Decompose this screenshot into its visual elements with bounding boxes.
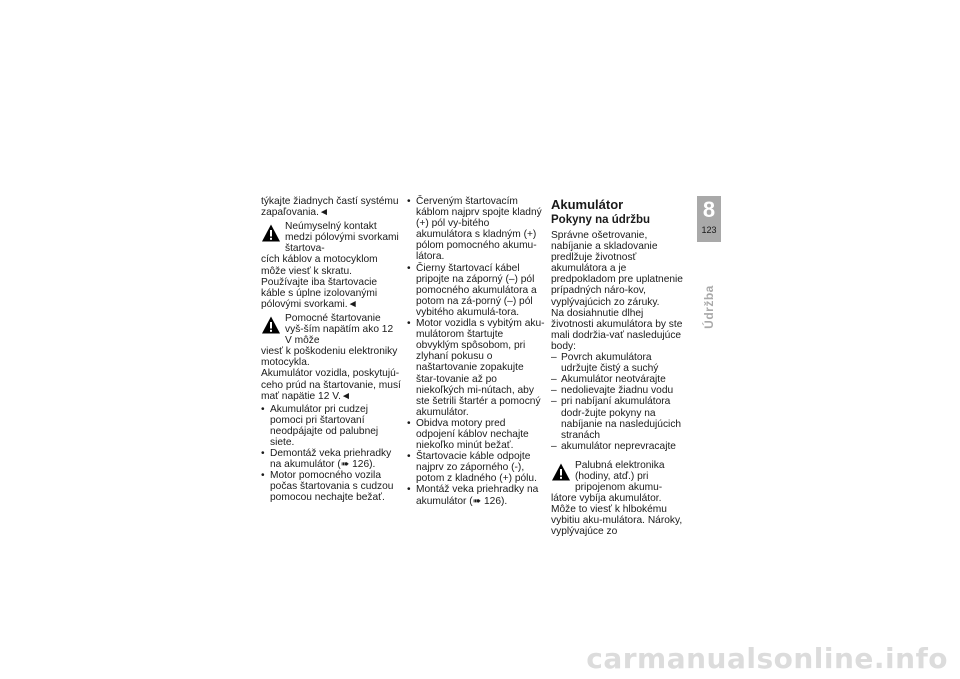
- warning-text: Pomocné štartovanie vyš-ším napätím ako 12 V môže: [285, 312, 394, 347]
- list-item: – Povrch akumulátora udržujte čistý a suchý: [551, 352, 687, 374]
- text-column-2: [407, 196, 545, 507]
- warning-block: [551, 460, 687, 538]
- bullet-list: [261, 404, 401, 504]
- list-item: – nedolievajte žiadnu vodu: [551, 385, 687, 396]
- warning-triangle-icon: [261, 223, 281, 243]
- chapter-title-vertical: [700, 282, 718, 332]
- list-item: • Červeným štartovacím káblom najprv spojte kladný (+) pól vy-bitého akumulátora s kladným (+) pólom pomocného akumu-látora.: [407, 196, 545, 263]
- list-item: • Štartovacie káble odpojte najprv zo záporného (-), potom z kladného (+) pólu.: [407, 451, 545, 484]
- chapter-number: 8: [702, 197, 716, 222]
- warning-block: [261, 313, 401, 368]
- warning-text-continued: látore vybíja akumulátor. Môže to viesť k hlbokému vybitiu aku-mulátora. Nároky, vyplývajúce zo: [551, 493, 683, 538]
- list-item: • Motor pomocného vozila počas štartovania s cudzou pomocou nechajte bežať.: [261, 470, 401, 503]
- page-number: 123: [701, 225, 717, 235]
- warning-block: [261, 221, 401, 276]
- paragraph: Akumulátor vozidla, poskytujú-ceho prúd na štartovanie, musí mať napätie 12 V.◄: [261, 368, 401, 402]
- text-column-1: [261, 196, 401, 504]
- list-item: • Montáž veka priehradky na akumulátor (➠ 126).: [407, 484, 545, 506]
- section-heading: Akumulátor: [551, 197, 624, 212]
- chapter-tab: [697, 196, 721, 242]
- list-item: • Akumulátor pri cudzej pomoci pri štartovaní neodpájajte od palubnej siete.: [261, 404, 401, 448]
- list-item: – Akumulátor neotvárajte: [551, 374, 687, 385]
- paragraph: Používajte iba štartovacie káble s úplne izolovanými pólovými svorkami.◄: [261, 276, 378, 310]
- list-item: – akumulátor neprevracajte: [551, 441, 687, 452]
- list-item: – pri nabíjaní akumulátora dodr-žujte pokyny na nabíjanie na nasledujúcich stranách: [551, 396, 687, 440]
- list-item: • Motor vozidla s vybitým aku-mulátorom štartujte obvyklým spôsobom, pri zlyhaní pokusu o naštartovanie zopakujte štar-tovanie až po niekoľkých mi-nútach, aby ste šetrili štartér a pomocný akumulátor.: [407, 318, 545, 418]
- warning-text: Neúmyselný kontakt medzi pólovými svorkami štartova-: [285, 221, 399, 255]
- bullet-list: [407, 196, 545, 507]
- chapter-title: Údržba: [702, 285, 716, 329]
- list-item: • Čierny štartovací kábel pripojte na záporný (–) pól pomocného akumulátora a potom na zá-porný (–) pól vybitého akumulá-tora.: [407, 263, 545, 318]
- watermark: carmanualsonline.info: [586, 642, 948, 675]
- list-item: • Obidva motory pred odpojení káblov nechajte niekoľko minút bežať.: [407, 418, 545, 451]
- warning-text-continued: viesť k poškodeniu elektroniky motocykla.: [261, 346, 398, 369]
- list-item: • Demontáž veka priehradky na akumulátor (➠ 126).: [261, 448, 401, 470]
- warning-text: Palubná elektronika (hodiny, atď.) pri pripojenom akumu-: [575, 459, 665, 494]
- paragraph: týkajte žiadnych častí systému zapaľovania.◄: [261, 196, 399, 219]
- warning-text-continued: cích káblov a motocyklom môže viesť k skratu.: [261, 254, 378, 277]
- subsection-heading: Pokyny na údržbu: [551, 214, 651, 226]
- dash-list: [551, 352, 687, 452]
- warning-triangle-icon: [261, 315, 281, 335]
- warning-triangle-icon: [551, 462, 571, 482]
- paragraph: Na dosiahnutie dlhej životnosti akumulátora by ste mali dodržia-vať nasledujúce body:: [551, 307, 683, 352]
- text-column-3: [551, 197, 687, 538]
- paragraph: Správne ošetrovanie, nabíjanie a skladovanie predlžuje životnosť akumulátora a je predpokladom pre uplatnenie prípadných náro-kov, vyplývajúcich zo záruky.: [551, 230, 683, 308]
